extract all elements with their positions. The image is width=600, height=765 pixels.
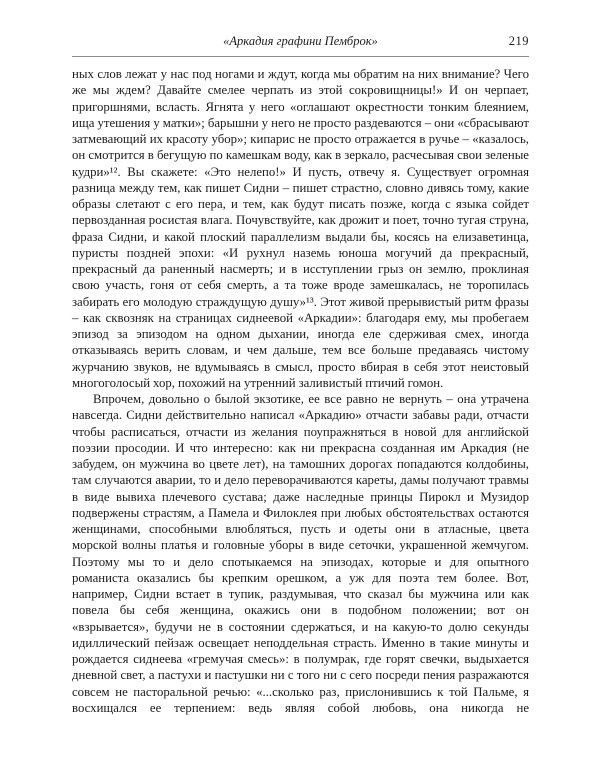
running-title: «Аркадия графини Пемброк»	[223, 34, 378, 48]
page-header	[72, 34, 529, 57]
paragraph-1: ных слов лежат у нас под ногами и ждут, когда мы обратим на них внимание? Чего же мы ждем? Давайте смелее черпать из этой сокровищницы!» И он черпает, пригоршнями, всласть. Ягнята у него «оглашают окрестности тонким блеянием, ища утешения у матки»; барышни у него не просто раздеваются – они «сбрасывают затмевающий их красоту убор»; кипарис не просто отражается в ручье – «казалось, он смотрится в бегущую по камешкам воду, как в зеркало, расчесывая свои зеленые кудри»¹². Вы скажете: «Это нелепо!» И пусть, отвечу я. Существует огромная разница между тем, как пишет Сидни – пишет страстно, словно дивясь тому, какие образы слетают с его пера, и тем, как будут писать позже, когда с языка сойдет первозданная росистая влага. Почувствуйте, как дрожит и поет, точно тугая струна, фраза Сидни, и какой плоский параллелизм выдали бы, косясь на елизаветинца, пуристы поздней эпохи: «И рухнул наземь юноша могучий да прекрасный, прекрасный да раненный насмерть; и в исступлении грыз он землю, проклиная свою участь, гоня от себя смерть, а та тоже вроде замешкалась, не торопилась забирать его молодую страждущую душу»¹³. Этот живой прерывистый ритм фразы – как сквозняк на страницах сиднеевой «Аркадии»: благодаря ему, мы пробегаем эпизод за эпизодом на одном дыхании, иногда еле сдерживая смех, иногда отказываясь верить словам, и чем дальше, тем все больше предаваясь чистому журчанию звуков, не вдумываясь в смысл, просто вбирая в себя этот неистовый многоголосый хор, похожий на утренний заливистый птичий гомон.	[72, 67, 529, 390]
paragraph-2: Впрочем, довольно о былой экзотике, ее все равно не вернуть – она утрачена навсегда. Сидни действительно написал «Аркадию» отчасти забавы ради, отчасти чтобы расписаться, отчасти из желания поупражняться в новой для английской поэзии просодии. И что интересно: как ни прекрасна созданная им Аркадия (не забудем, он мужчина во цвете лет), на тамошних дорогах попадаются колдобины, там случаются аварии, то и дело переворачиваются кареты, дамы получают травмы в виде вывиха плечевого сустава; даже наследные принцы Пирокл и Музидор подвержены страстям, а Памела и Филоклея при любых обстоятельствах остаются женщинами, способными влюбляться, пусть и одеты они в атласные, цвета морской волны платья и головные уборы в виде сеточки, украшенной жемчугом. Поэтому мы то и дело спотыкаемся на эпизодах, которые и для опытного романиста оказались бы крепким орешком, а уж для поэта тем более. Вот, например, Сидни встает в тупик, раздумывая, что сказал бы мужчина или как повела бы себя женщина, окажись они в подобном положении; вот он «взрывается», будучи не в состоянии сдержаться, и на какую-то долю секунды идиллический пейзаж освещает неподдельная страсть. Именно в такие минуты и рождается сиднеева «гремучая смесь»: в полумрак, где горят свечки, выдыхается дневной свет, а пастухи и пастушки ни с того ни с сего посреди пения разражаются совсем не пасторальной речью: «...сколько раз, прислонившись к той Пальме, я восхищался ее терпением: ведь являя собой любовь, она никогда не	[72, 392, 529, 715]
body-text	[72, 66, 529, 716]
page-number: 219	[508, 34, 529, 48]
